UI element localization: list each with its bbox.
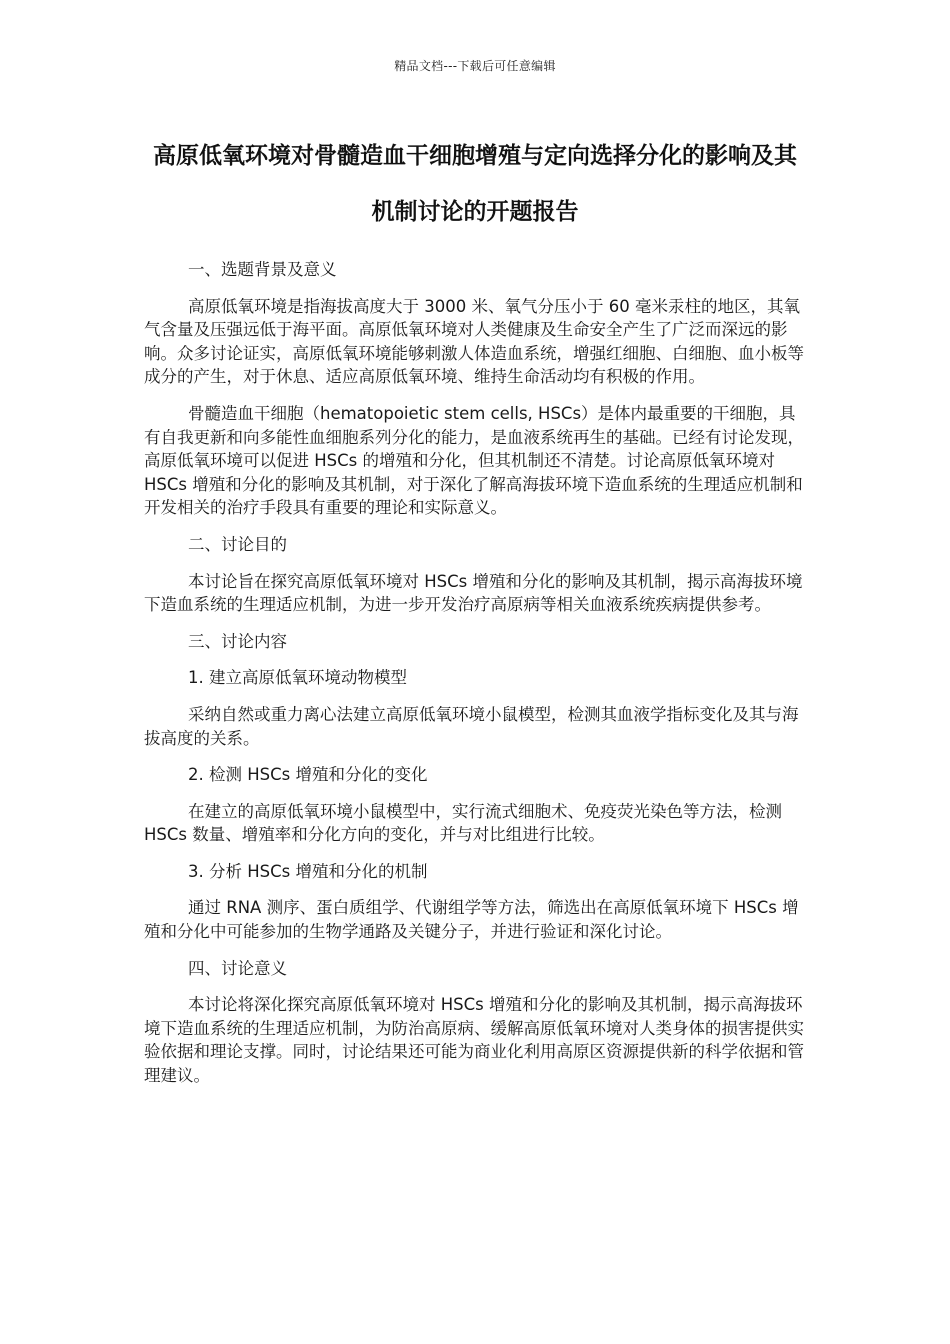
- subsection-heading: 3. 分析 HSCs 增殖和分化的机制: [188, 861, 428, 881]
- document-title: 高原低氧环境对骨髓造血干细胞增殖与定向选择分化的影响及其机制讨论的开题报告: [153, 143, 797, 225]
- body-paragraph: 在建立的高原低氧环境小鼠模型中，实行流式细胞术、免疫荧光染色等方法，检测 HSCs 数量、增殖率和分化方向的变化，并与对比组进行比较。: [144, 801, 782, 845]
- section-heading: 四、讨论意义: [188, 958, 287, 978]
- section-heading: 二、讨论目的: [188, 534, 287, 554]
- body-paragraph: 本讨论旨在探究高原低氧环境对 HSCs 增殖和分化的影响及其机制，揭示高海拔环境下造血系统的生理适应机制，为进一步开发治疗高原病等相关血液系统疾病提供参考。: [144, 571, 803, 615]
- body-paragraph: 采纳自然或重力离心法建立高原低氧环境小鼠模型，检测其血液学指标变化及其与海拔高度的关系。: [144, 704, 799, 748]
- header-note: 精品文档---下载后可任意编辑: [394, 59, 556, 73]
- document-body: [144, 254, 808, 1101]
- subsection-heading: 1. 建立高原低氧环境动物模型: [188, 668, 407, 688]
- section-heading: 三、讨论内容: [188, 631, 287, 651]
- body-paragraph: 高原低氧环境是指海拔高度大于 3000 米、氧气分压小于 60 毫米汞柱的地区，其氧气含量及压强远低于海平面。高原低氧环境对人类健康及生命安全产生了广泛而深远的影响。众多讨论证实，高原低氧环境能够刺激人体造血系统，增强红细胞、白细胞、血小板等成分的产生，对于休息、适应高原低氧环境、维持生命活动均有积极的作用。: [144, 296, 804, 387]
- body-paragraph: 本讨论将深化探究高原低氧环境对 HSCs 增殖和分化的影响及其机制，揭示高海拔环境下造血系统的生理适应机制，为防治高原病、缓解高原低氧环境对人类身体的损害提供实验依据和理论支撑。同时，讨论结果还可能为商业化利用高原区资源提供新的科学依据和管理建议。: [144, 995, 804, 1086]
- subsection-heading: 2. 检测 HSCs 增殖和分化的变化: [188, 765, 428, 785]
- body-paragraph: 通过 RNA 测序、蛋白质组学、代谢组学等方法，筛选出在高原低氧环境下 HSCs 增殖和分化中可能参加的生物学通路及关键分子，并进行验证和深化讨论。: [144, 898, 799, 942]
- body-paragraph: 骨髓造血干细胞（hematopoietic stem cells, HSCs）是体内最重要的干细胞，具有自我更新和向多能性血细胞系列分化的能力，是血液系统再生的基础。已经有讨论发现，高原低氧环境可以促进 HSCs 的增殖和分化，但其机制还不清楚。讨论高原低氧环境对 HSCs 增殖和分化的影响及其机制，对于深化了解高海拔环境下造血系统的生理适应机制和开发相关的治疗手段具有重要的理论和实际意义。: [144, 403, 804, 518]
- section-heading: 一、选题背景及意义: [188, 260, 337, 279]
